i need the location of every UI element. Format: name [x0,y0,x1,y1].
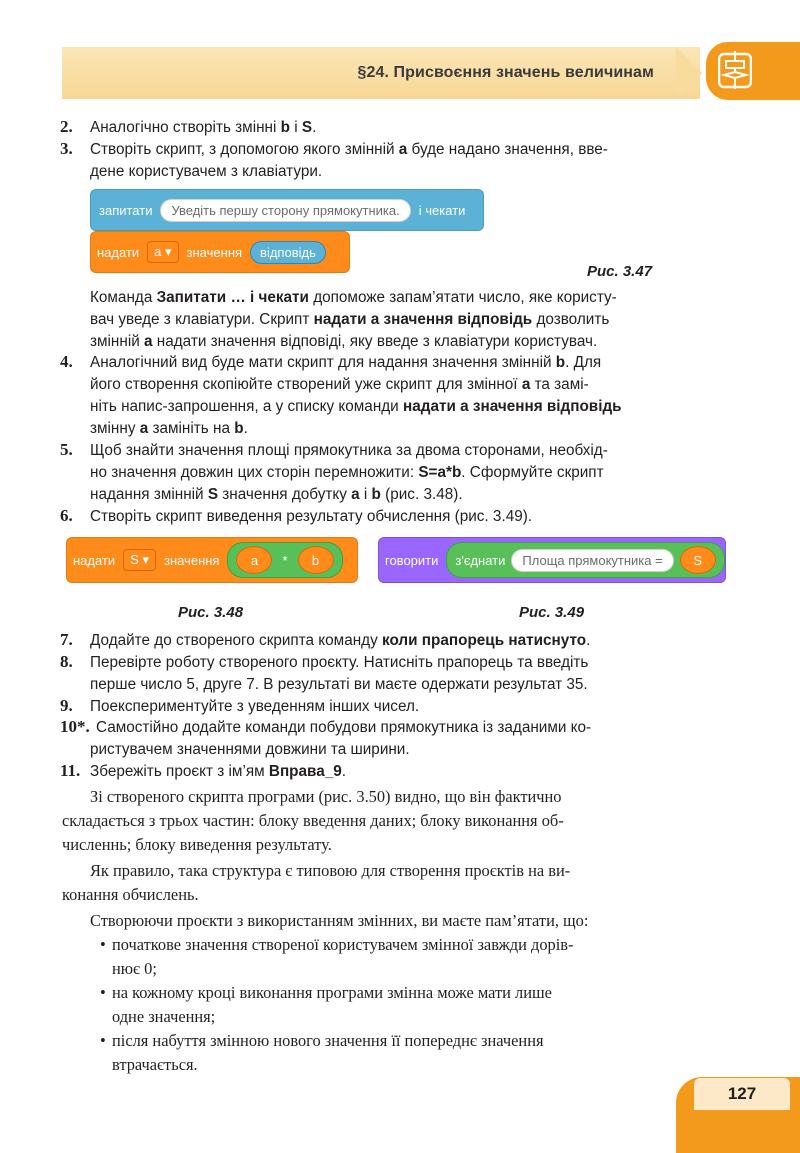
paragraph-1-line-1: Зі створеного скрипта програми (рис. 3.50) видно, що він фактично [90,787,562,806]
item-5-line-3: надання змінній S значення добутку а і b (рис. 3.48). [90,486,463,503]
set-variable-block [90,231,350,273]
paragraph-1-line-3: численнь; блоку виведення результату. [62,835,332,854]
item-10-line-1: Самостійно додайте команди побудови прямокутника із заданими ко- [96,719,592,736]
say-block [378,537,726,583]
item-number: 8. [60,652,73,671]
item-2-text: Аналогічно створіть змінні b і S. [90,119,317,136]
page-number: 127 [727,1084,757,1103]
item-number: 3. [60,139,73,158]
dropdown-arrow-icon: ▾ [142,552,149,567]
dropdown-arrow-icon: ▾ [165,244,172,259]
bullet-marker: • [100,935,106,954]
wait-label: і чекати [418,202,466,218]
join-text: Площа прямокутника = [511,549,673,572]
item-number: 6. [60,506,73,525]
bullet-2-line-1: на кожному кроці виконання програми змінна може мати лише [112,983,552,1002]
item-8-line-1: Перевірте роботу створеного проєкту. Натисніть прапорець та введіть [90,654,589,671]
bullet-3-line-1: після набуття змінною нового значення її попереднє значення [112,1031,544,1050]
operand-a: a [236,546,272,574]
bullet-2-line-2: одне значення; [112,1007,216,1026]
ask-label: запитати [99,202,153,218]
explanation-line-1: Команда Запитати … і чекати допоможе запам’ятати число, яке користу- [90,289,617,306]
multiply-operator [227,542,342,578]
variable-dropdown: а ▾ [147,241,178,263]
item-5-line-2: но значення довжин цих сторін перемножити: S=a*b. Сформуйте скрипт [90,464,604,481]
item-number: 5. [60,440,73,459]
item-7-text: Додайте до створеного скрипта команду коли прапорець натиснуто. [90,632,591,649]
join-variable: S [680,546,716,574]
variable-dropdown: S ▾ [123,549,156,571]
join-label: з'єднати [455,552,506,568]
item-4-line-1: Аналогічний вид буде мати скрипт для надання значення змінній b. Для [90,354,602,371]
join-operator [446,542,724,578]
say-label: говорити [385,552,439,568]
item-number: 9. [60,696,73,715]
explanation-line-2: вач уведе з клавіатури. Скрипт надати а значення відповідь дозволить [90,311,610,328]
item-number: 2. [60,117,73,136]
answer-reporter: відповідь [250,241,326,264]
item-10-line-2: ристувачем значеннями довжини та ширини. [90,741,410,758]
item-number: 4. [60,352,73,371]
bullet-3-line-2: втрачається. [112,1055,198,1074]
bullet-1-line-2: нює 0; [112,959,157,978]
item-number: 11. [60,761,81,780]
item-4-line-2: його створення скопіюйте створений уже скрипт для змінної а та замі- [90,376,589,393]
item-11-text: Збережіть проєкт з ім’ям Вправа_9. [90,763,347,780]
set-label: надати [73,552,116,568]
figure-caption: Рис. 3.49 [519,604,585,621]
set-label: надати [97,244,140,260]
item-8-line-2: перше число 5, друге 7. В результаті ви маєте одержати результат 35. [90,676,588,693]
bullet-marker: • [100,983,106,1002]
set-product-block [66,537,358,583]
paragraph-2-line-1: Як правило, така структура є типовою для створення проєктів на ви- [90,861,571,880]
operand-b: b [298,546,334,574]
value-label: значення [186,244,243,260]
item-3-line-1: Створіть скрипт, з допомогою якого змінній а буде надано значення, вве- [90,141,608,158]
paragraph-1-line-2: складається з трьох частин: блоку введення даних; блоку виконання об- [62,811,564,830]
item-number: 10*. [60,717,90,736]
ask-prompt-input: Уведіть першу сторону прямокутника. [160,199,410,222]
item-9-text: Поекспериментуйте з уведенням інших чисел. [90,698,420,715]
item-5-line-1: Щоб знайти значення площі прямокутника за двома сторонами, необхід- [90,442,608,459]
bullet-1-line-1: початкове значення створеної користувачем змінної завжди дорів- [112,935,574,954]
flowchart-icon [718,51,752,89]
item-4-line-3: ніть напис-запрошення, а у списку команди надати а значення відповідь [90,398,622,415]
explanation-line-3: змінній а надати значення відповіді, яку введе з клавіатури користувач. [90,333,598,350]
multiply-sign: * [282,552,288,568]
item-3-line-2: дене користувачем з клавіатури. [90,163,323,180]
paragraph-2-line-2: конання обчислень. [62,885,199,904]
value-label: значення [163,552,220,568]
bullet-marker: • [100,1031,106,1050]
item-6-text: Створіть скрипт виведення результату обчислення (рис. 3.49). [90,508,533,525]
item-number: 7. [60,630,73,649]
section-header-arrow [676,47,702,99]
ask-and-wait-block [90,189,484,231]
figure-caption: Рис. 3.47 [587,263,653,280]
item-4-line-4: змінну а замініть на b. [90,420,248,437]
page-number-label [694,1078,790,1110]
figure-caption: Рис. 3.48 [178,604,244,621]
paragraph-3-line-1: Створюючи проєкти з використанням змінних, ви маєте пам’ятати, що: [90,911,589,930]
algorithm-badge [706,42,800,100]
section-title: §24. Присвоєння значень величинам [357,64,654,81]
